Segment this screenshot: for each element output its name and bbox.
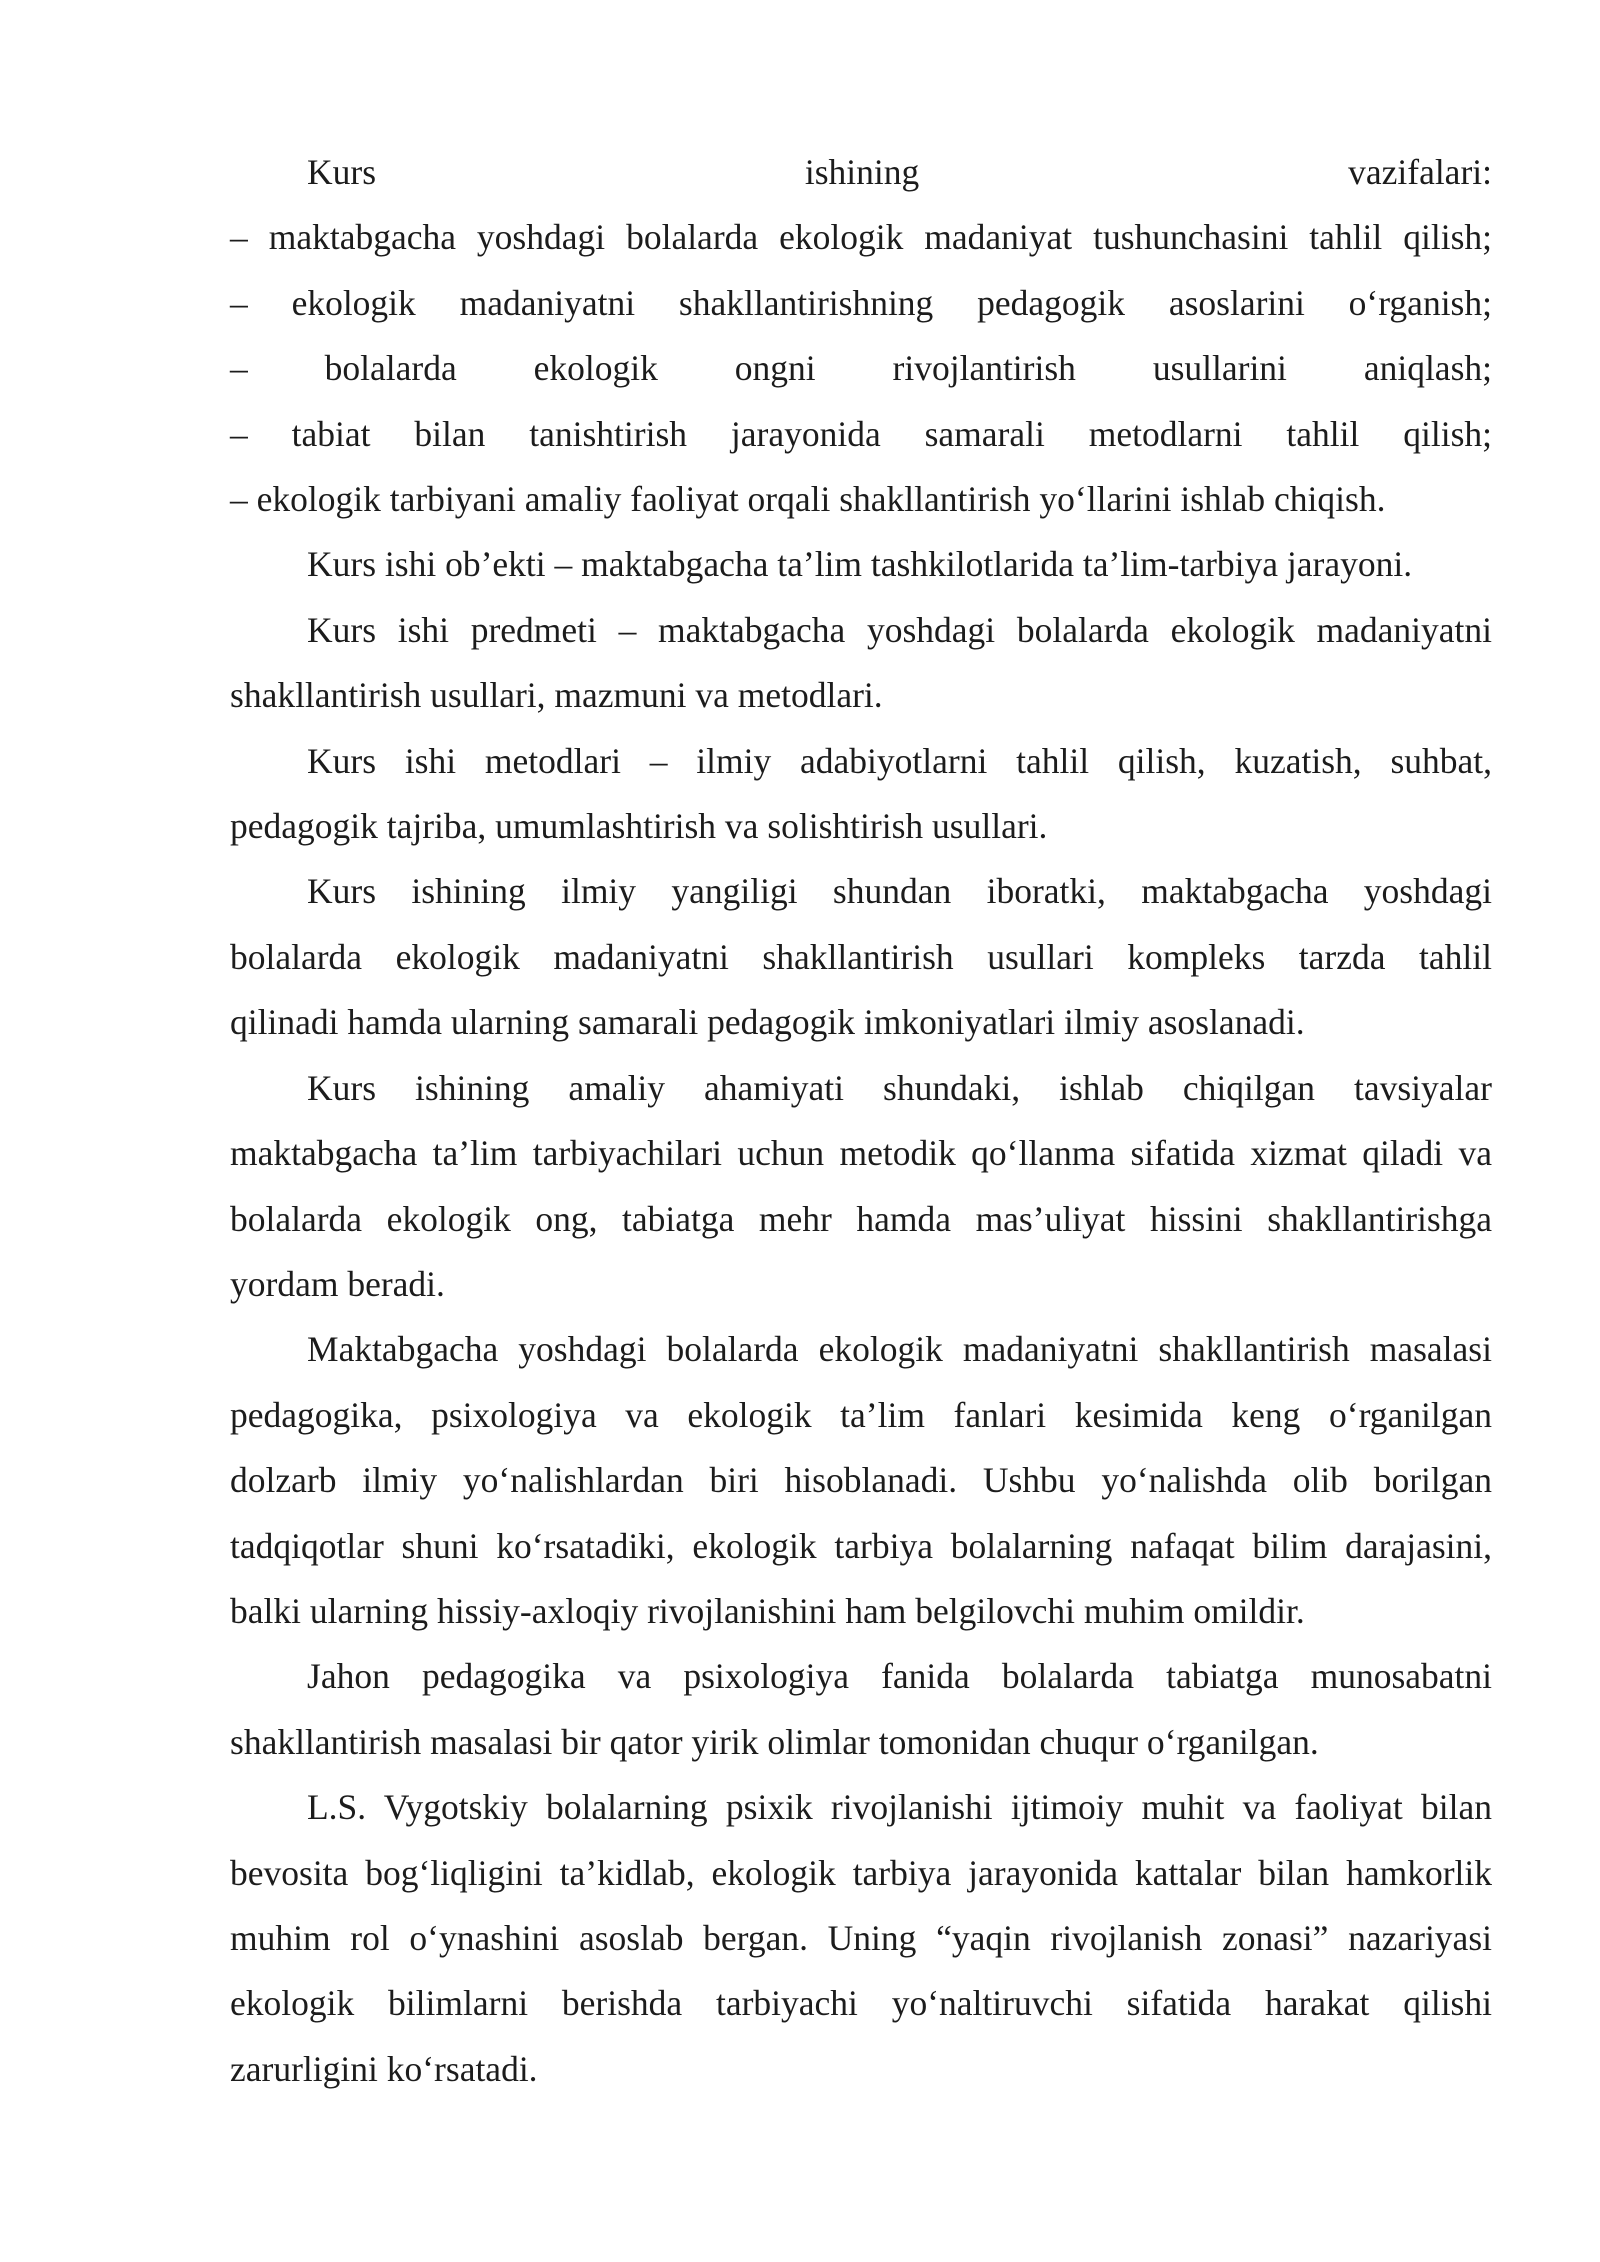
paragraph (230, 532, 1492, 597)
text-line: Kurs ishining amaliy ahamiyati shundaki, ishlab chiqilgan tavsiyalar (307, 1067, 1492, 1108)
paragraph (230, 271, 1492, 336)
paragraph (230, 1317, 1492, 1644)
text-line: bevosita bog‘liqligini ta’kidlab, ekologik tarbiya jarayonida kattalar bilan hamkorlik (230, 1852, 1492, 1893)
text-line: zarurligini ko‘rsatadi. (230, 2048, 538, 2089)
text-line: – bolalarda ekologik ongni rivojlantirish usullarini aniqlash; (230, 348, 1492, 389)
text-line: bolalarda ekologik madaniyatni shakllantirish usullari kompleks tarzda tahlil (230, 936, 1492, 977)
text-line: shakllantirish masalasi bir qator yirik olimlar tomonidan chuqur o‘rganilgan. (230, 1721, 1319, 1762)
text-line: pedagogika, psixologiya va ekologik ta’lim fanlari kesimida keng o‘rganilgan (230, 1394, 1492, 1435)
text-line: Maktabgacha yoshdagi bolalarda ekologik madaniyatni shakllantirish masalasi (307, 1329, 1492, 1370)
document-page (230, 140, 1492, 2102)
text-line: qilinadi hamda ularning samarali pedagogik imkoniyatlari ilmiy asoslanadi. (230, 1002, 1305, 1043)
text-line: Jahon pedagogika va psixologiya fanida bolalarda tabiatga munosabatni (307, 1656, 1492, 1697)
text-line: tadqiqotlar shuni ko‘rsatadiki, ekologik tarbiya bolalarning nafaqat bilim darajasini, (230, 1525, 1492, 1566)
text-line: Kurs ishining ilmiy yangiligi shundan iboratki, maktabgacha yoshdagi (307, 871, 1492, 912)
paragraph (230, 1644, 1492, 1775)
paragraph (230, 598, 1492, 729)
paragraph (230, 1056, 1492, 1318)
paragraph (230, 140, 1492, 205)
paragraph (230, 729, 1492, 860)
text-line: dolzarb ilmiy yo‘nalishlardan biri hisoblanadi. Ushbu yo‘nalishda olib borilgan (230, 1460, 1492, 1501)
text-line: – ekologik tarbiyani amaliy faoliyat orqali shakllantirish yo‘llarini ishlab chiqish. (230, 479, 1386, 520)
paragraph (230, 859, 1492, 1055)
paragraph (230, 467, 1492, 532)
text-line: muhim rol o‘ynashini asoslab bergan. Uning “yaqin rivojlanish zonasi” nazariyasi (230, 1917, 1492, 1958)
text-line: ekologik bilimlarni berishda tarbiyachi yo‘naltiruvchi sifatida harakat qilishi (230, 1983, 1492, 2024)
text-line: – tabiat bilan tanishtirish jarayonida samarali metodlarni tahlil qilish; (230, 413, 1492, 454)
text-line: Kurs ishi metodlari – ilmiy adabiyotlarni tahlil qilish, kuzatish, suhbat, (307, 740, 1492, 781)
text-line: – ekologik madaniyatni shakllantirishning pedagogik asoslarini o‘rganish; (230, 282, 1492, 323)
text-line: – maktabgacha yoshdagi bolalarda ekologik madaniyat tushunchasini tahlil qilish; (230, 217, 1492, 258)
text-line: pedagogik tajriba, umumlashtirish va solishtirish usullari. (230, 806, 1048, 847)
paragraph (230, 1775, 1492, 2102)
text-line: Kurs ishining vazifalari: (307, 152, 1492, 192)
text-line: L.S. Vygotskiy bolalarning psixik rivojlanishi ijtimoiy muhit va faoliyat bilan (307, 1787, 1492, 1828)
text-line: bolalarda ekologik ong, tabiatga mehr hamda mas’uliyat hissini shakllantirishga (230, 1198, 1492, 1239)
paragraph (230, 336, 1492, 401)
paragraph (230, 402, 1492, 467)
text-line: maktabgacha ta’lim tarbiyachilari uchun metodik qo‘llanma sifatida xizmat qiladi va (230, 1133, 1492, 1174)
text-line: shakllantirish usullari, mazmuni va metodlari. (230, 675, 883, 716)
text-line: Kurs ishi predmeti – maktabgacha yoshdagi bolalarda ekologik madaniyatni (307, 609, 1492, 650)
paragraph (230, 205, 1492, 270)
text-line: Kurs ishi ob’ekti – maktabgacha ta’lim tashkilotlarida ta’lim-tarbiya jarayoni. (307, 544, 1413, 585)
text-line: balki ularning hissiy-axloqiy rivojlanishini ham belgilovchi muhim omildir. (230, 1590, 1305, 1631)
text-line: yordam beradi. (230, 1263, 445, 1304)
